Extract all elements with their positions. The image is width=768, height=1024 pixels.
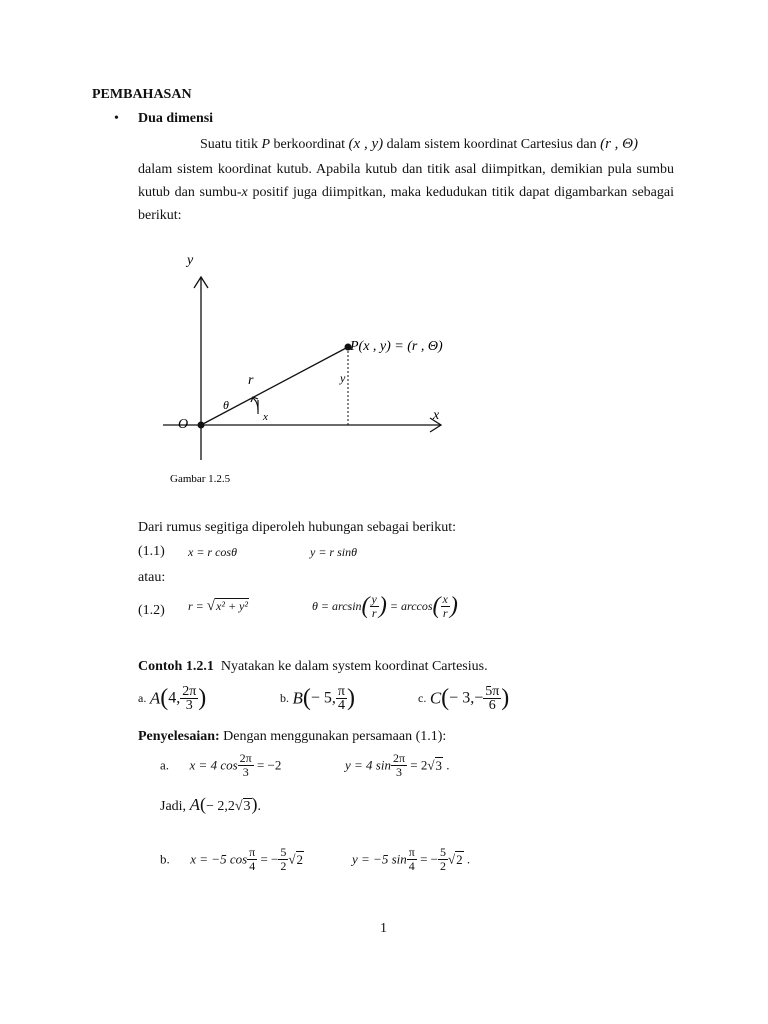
text: berkoordinat — [270, 137, 349, 152]
b-x-den: 4 — [249, 859, 256, 873]
arccos-text: = arccos — [386, 599, 433, 613]
a-y-den: 3 — [396, 765, 402, 779]
var-x: x — [241, 185, 248, 200]
eq1-y: y = r sinθ — [310, 545, 357, 559]
jadi-line: Jadi, A(− 2,2√3). — [160, 794, 262, 814]
b-x-fnum: 5 — [280, 845, 287, 859]
a-radius: 4, — [168, 689, 181, 707]
text: dalam sistem koordinat Cartesius dan — [383, 137, 601, 152]
item-label: a. — [138, 691, 147, 705]
relations-intro: Dari rumus segitiga diperoleh hubungan sebagai berikut: — [138, 520, 457, 535]
polar-figure — [0, 0, 768, 500]
a-x-result: = −2 — [253, 757, 282, 773]
frac-den-r: r — [371, 606, 377, 620]
b-x-sqrt: 2 — [296, 851, 304, 867]
b-y-fden: 2 — [439, 859, 446, 873]
a-x-num: 2π — [239, 751, 252, 765]
origin-dot — [198, 422, 205, 429]
point-p: P — [261, 137, 271, 152]
solution-b: b. x = −5 cos $\frac{\pi}{4}$ = − $\frac{5}{2}$ √2 — [160, 845, 304, 873]
a-den: 3 — [185, 698, 193, 713]
b-x-result: = − — [257, 851, 279, 867]
x-axis-label: x — [433, 408, 440, 423]
item-label: b. — [280, 691, 289, 705]
a-x-den: 3 — [242, 765, 249, 779]
coord-xy: (x , y) — [348, 136, 384, 152]
arcsin-text: θ = arcsin — [312, 599, 362, 613]
coord-rtheta: (r , Θ) — [600, 136, 638, 152]
eq2-number: (1.2) — [138, 603, 165, 618]
atau-text: atau: — [138, 570, 166, 585]
b-y-end: . — [463, 851, 471, 867]
bullet-dot: • — [114, 111, 119, 126]
item-label: b. — [160, 851, 170, 867]
eq2-r: r = √x² + y² — [188, 598, 248, 614]
eq1-x: x = r cosθ — [188, 545, 237, 559]
a-y-eq: y = 4 sin — [345, 757, 391, 773]
origin-label: O — [178, 417, 189, 432]
solution-a — [160, 752, 281, 779]
b-x-eq: x = −5 cos — [190, 851, 248, 867]
b-y-den: 4 — [408, 859, 415, 873]
solution-a-y: y = 4 sin $\frac{2\pi}{3}$ = 2√3 . — [345, 751, 450, 779]
solution-label: Penyelesaian: — [138, 729, 220, 744]
example-a: a. A(4, $\frac{2\pi}{3}$ ) — [138, 684, 207, 713]
example-b: b. B(− 5, $\frac{\pi}{4}$ ) — [280, 684, 355, 713]
jadi-point: A — [189, 795, 200, 814]
r-eq: r = — [188, 599, 207, 613]
frac-num-y: y — [371, 592, 377, 606]
b-num: π — [337, 684, 345, 699]
text: positif juga diimpitkan, maka kedudukan titik dapat digambarkan sebagai berikut: — [138, 185, 674, 223]
page-number: 1 — [380, 921, 387, 936]
b-den: 4 — [337, 698, 345, 713]
solution-heading — [138, 729, 446, 745]
example-c: c. C(− 3,− $\frac{5\pi}{6}$ ) — [418, 684, 510, 713]
example-heading — [138, 659, 488, 675]
point-label: P(x , y) = (r , Θ) — [350, 339, 443, 354]
text: Suatu titik — [200, 137, 262, 152]
a-y-end: . — [443, 757, 450, 773]
example-label: Contoh 1.2.1 — [138, 659, 214, 674]
text: dalam sistem koordinat kutub. Apabila kutub dan titik asal diimpitkan, demikian pula sumbu kutub dan sumbu- — [138, 162, 674, 200]
b-x-fden: 2 — [280, 859, 287, 873]
b-y-num: π — [408, 845, 415, 859]
b-y-sqrt: 2 — [456, 851, 463, 867]
c-num: 5π — [485, 684, 500, 699]
figure-caption: Gambar 1.2.5 — [170, 473, 231, 485]
solution-text: Dengan menggunakan persamaan (1.1): — [219, 729, 447, 744]
x-leg-label: x — [263, 411, 268, 423]
point-c: C — [429, 688, 442, 708]
r-label: r — [248, 373, 254, 388]
theta-label: θ — [223, 398, 229, 412]
sqrt-content: x² + y² — [216, 599, 248, 613]
c-radius: − 3,− — [449, 689, 484, 707]
eq1-number: (1.1) — [138, 544, 165, 559]
y-leg-label: y — [340, 371, 346, 385]
a-y-sqrt: 3 — [435, 757, 443, 773]
section-title: Dua dimensi — [138, 111, 214, 126]
b-y-result: = − — [416, 851, 438, 867]
a-num: 2π — [182, 684, 197, 699]
angle-arc — [253, 398, 258, 410]
page-heading: PEMBAHASAN — [92, 87, 192, 102]
point-b: B — [292, 688, 303, 708]
radius-line — [201, 347, 348, 425]
jadi-value: − 2,2 — [205, 799, 235, 814]
a-y-num: 2π — [392, 751, 406, 765]
jadi-text: Jadi, — [160, 799, 190, 814]
b-y-eq: y = −5 sin — [352, 851, 407, 867]
a-y-result: = 2 — [407, 757, 428, 773]
item-label: c. — [418, 691, 427, 705]
b-x-num: π — [249, 845, 256, 859]
a-x-eq: x = 4 cos — [189, 757, 238, 773]
eq2-theta: θ = arcsin( $\frac{y}{r}$ ) = arccos( $\frac{x}{r}$ ) — [312, 592, 458, 620]
jadi-sqrt: 3 — [243, 799, 251, 814]
item-label: a. — [160, 757, 170, 773]
b-radius: − 5, — [310, 689, 336, 707]
y-axis-label: y — [187, 253, 194, 268]
c-den: 6 — [488, 698, 496, 713]
b-y-fnum: 5 — [439, 845, 446, 859]
example-text: Nyatakan ke dalam system koordinat Cartesius. — [220, 659, 488, 674]
frac-den-r2: r — [442, 606, 448, 620]
frac-num-x: x — [442, 592, 448, 606]
point-a: A — [149, 688, 161, 708]
solution-b-y: y = −5 sin $\frac{\pi}{4}$ = − $\frac{5}{2}$ √2 . — [352, 845, 471, 873]
